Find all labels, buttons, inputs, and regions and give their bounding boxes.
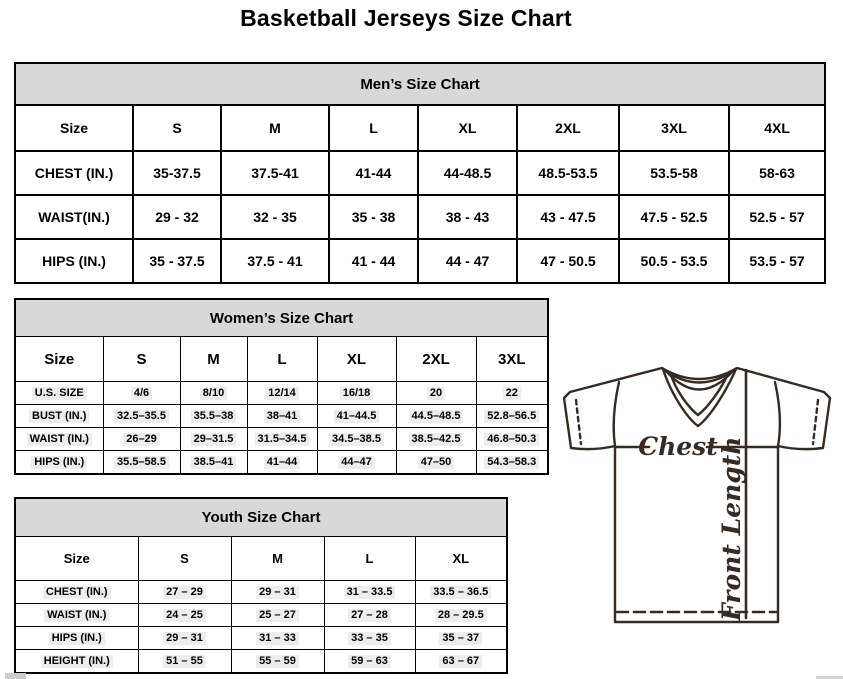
- row-label-cell: WAIST (IN.): [15, 428, 103, 451]
- column-header-cell: Size: [15, 337, 103, 382]
- value-cell: 47 - 50.5: [517, 239, 619, 283]
- value-cell: 41–44.5: [317, 405, 396, 428]
- value-cell: 52.5 - 57: [729, 195, 825, 239]
- value-cell: 33 – 35: [324, 627, 415, 650]
- value-cell: 52.8–56.5: [476, 405, 548, 428]
- mens-size-chart-table: [14, 62, 826, 284]
- value-cell: 51 – 55: [138, 650, 231, 674]
- column-header-cell: 3XL: [619, 105, 729, 151]
- value-cell: 20: [396, 382, 476, 405]
- column-header-cell: S: [103, 337, 180, 382]
- value-cell: 29 – 31: [138, 627, 231, 650]
- value-cell: 46.8–50.3: [476, 428, 548, 451]
- column-header-cell: M: [231, 537, 324, 581]
- value-cell: 63 – 67: [415, 650, 507, 674]
- value-cell: 59 – 63: [324, 650, 415, 674]
- value-cell: 44.5–48.5: [396, 405, 476, 428]
- column-header-cell: S: [138, 537, 231, 581]
- value-cell: 50.5 - 53.5: [619, 239, 729, 283]
- row-label-cell: HEIGHT (IN.): [15, 650, 138, 674]
- value-cell: 24 – 25: [138, 604, 231, 627]
- value-cell: 8/10: [180, 382, 247, 405]
- value-cell: 27 – 28: [324, 604, 415, 627]
- value-cell: 37.5 - 41: [221, 239, 329, 283]
- column-header-cell: XL: [418, 105, 517, 151]
- value-cell: 16/18: [317, 382, 396, 405]
- value-cell: 35-37.5: [133, 151, 221, 195]
- value-cell: 35 – 37: [415, 627, 507, 650]
- value-cell: 58-63: [729, 151, 825, 195]
- table-title: Men’s Size Chart: [15, 63, 825, 105]
- value-cell: 38–41: [247, 405, 317, 428]
- row-label-cell: HIPS (IN.): [15, 239, 133, 283]
- column-header-cell: L: [329, 105, 418, 151]
- column-header-cell: Size: [15, 537, 138, 581]
- row-label-cell: CHEST (IN.): [15, 581, 138, 604]
- column-header-cell: M: [221, 105, 329, 151]
- value-cell: 53.5 - 57: [729, 239, 825, 283]
- row-label-cell: BUST (IN.): [15, 405, 103, 428]
- value-cell: 44–47: [317, 451, 396, 475]
- column-header-cell: L: [247, 337, 317, 382]
- page-title: Basketball Jerseys Size Chart: [240, 5, 572, 31]
- row-label-cell: WAIST(IN.): [15, 195, 133, 239]
- value-cell: 22: [476, 382, 548, 405]
- value-cell: 32 - 35: [221, 195, 329, 239]
- value-cell: 55 – 59: [231, 650, 324, 674]
- value-cell: 53.5-58: [619, 151, 729, 195]
- column-header-cell: XL: [415, 537, 507, 581]
- row-label-cell: HIPS (IN.): [15, 451, 103, 475]
- value-cell: 48.5-53.5: [517, 151, 619, 195]
- value-cell: 32.5–35.5: [103, 405, 180, 428]
- column-header-cell: 2XL: [396, 337, 476, 382]
- womens-size-chart-table: [14, 298, 549, 475]
- value-cell: 35.5–38: [180, 405, 247, 428]
- value-cell: 43 - 47.5: [517, 195, 619, 239]
- value-cell: 31.5–34.5: [247, 428, 317, 451]
- value-cell: 44 - 47: [418, 239, 517, 283]
- value-cell: 27 – 29: [138, 581, 231, 604]
- front-length-label: Front Length: [717, 436, 746, 621]
- value-cell: 4/6: [103, 382, 180, 405]
- value-cell: 44-48.5: [418, 151, 517, 195]
- value-cell: 35 - 37.5: [133, 239, 221, 283]
- value-cell: 12/14: [247, 382, 317, 405]
- column-header-cell: M: [180, 337, 247, 382]
- column-header-cell: 4XL: [729, 105, 825, 151]
- youth-size-chart-table: [14, 497, 508, 674]
- row-label-cell: WAIST (IN.): [15, 604, 138, 627]
- value-cell: 25 – 27: [231, 604, 324, 627]
- value-cell: 29 – 31: [231, 581, 324, 604]
- value-cell: 47.5 - 52.5: [619, 195, 729, 239]
- value-cell: 47–50: [396, 451, 476, 475]
- column-header-cell: L: [324, 537, 415, 581]
- value-cell: 41–44: [247, 451, 317, 475]
- table-title: Youth Size Chart: [15, 498, 507, 537]
- row-label-cell: CHEST (IN.): [15, 151, 133, 195]
- column-header-cell: XL: [317, 337, 396, 382]
- value-cell: 37.5-41: [221, 151, 329, 195]
- column-header-cell: Size: [15, 105, 133, 151]
- value-cell: 38.5–41: [180, 451, 247, 475]
- value-cell: 41 - 44: [329, 239, 418, 283]
- value-cell: 31 – 33: [231, 627, 324, 650]
- value-cell: 34.5–38.5: [317, 428, 396, 451]
- column-header-cell: 2XL: [517, 105, 619, 151]
- value-cell: 26–29: [103, 428, 180, 451]
- row-label-cell: U.S. SIZE: [15, 382, 103, 405]
- value-cell: 35.5–58.5: [103, 451, 180, 475]
- value-cell: 28 – 29.5: [415, 604, 507, 627]
- cropped-fragment-bottom-left: [5, 673, 26, 679]
- jersey-outline: [564, 368, 830, 622]
- column-header-cell: S: [133, 105, 221, 151]
- value-cell: 33.5 – 36.5: [415, 581, 507, 604]
- table-title: Women’s Size Chart: [15, 299, 548, 337]
- jersey-measurement-diagram: [557, 360, 837, 626]
- value-cell: 54.3–58.3: [476, 451, 548, 475]
- value-cell: 35 - 38: [329, 195, 418, 239]
- value-cell: 31 – 33.5: [324, 581, 415, 604]
- chest-label: Chest: [638, 432, 718, 461]
- column-header-cell: 3XL: [476, 337, 548, 382]
- value-cell: 41-44: [329, 151, 418, 195]
- value-cell: 38.5–42.5: [396, 428, 476, 451]
- value-cell: 29 - 32: [133, 195, 221, 239]
- row-label-cell: HIPS (IN.): [15, 627, 138, 650]
- value-cell: 29–31.5: [180, 428, 247, 451]
- value-cell: 38 - 43: [418, 195, 517, 239]
